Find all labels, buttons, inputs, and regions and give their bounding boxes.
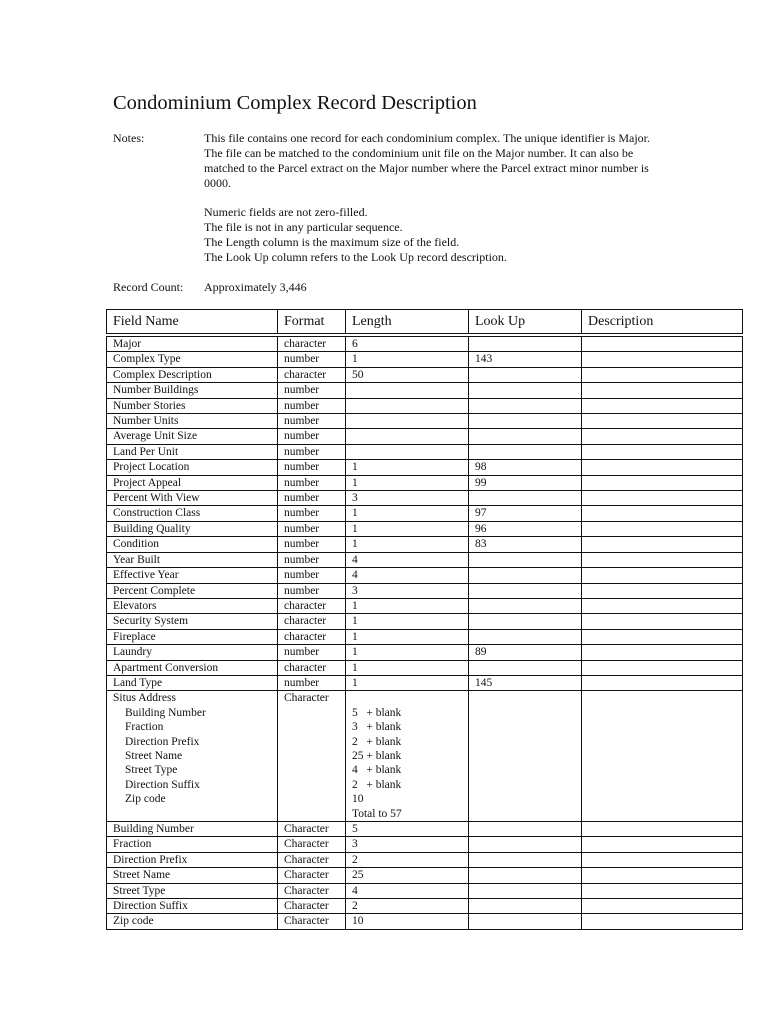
cell-look-up (469, 914, 582, 929)
record-count-label: Record Count: (113, 280, 184, 294)
cell-description (582, 914, 743, 929)
cell-format: Character (278, 883, 346, 898)
cell-length: 1 (346, 506, 469, 521)
table-row (107, 629, 743, 644)
cell-look-up (469, 444, 582, 459)
situs-length: 25 + blank (352, 749, 402, 762)
cell-length: 4 (346, 883, 469, 898)
cell-description (582, 444, 743, 459)
cell-format: number (278, 583, 346, 598)
cell-description (582, 822, 743, 837)
cell-format: number (278, 460, 346, 475)
cell-length: 25 (346, 868, 469, 883)
cell-look-up: 145 (469, 675, 582, 690)
cell-length: 4 (346, 552, 469, 567)
cell-field-name: Construction Class (107, 506, 278, 521)
cell-description (582, 675, 743, 690)
situs-subfield: Direction Suffix (125, 778, 200, 791)
cell-look-up: 96 (469, 521, 582, 536)
table-row (107, 460, 743, 475)
cell-description (582, 383, 743, 398)
cell-length: 2 (346, 899, 469, 914)
situs-address-label: Situs Address (113, 692, 176, 705)
cell-field-name: Percent Complete (107, 583, 278, 598)
cell-field-name: Complex Type (107, 352, 278, 367)
cell-look-up (469, 335, 582, 352)
cell-field-name: Laundry (107, 645, 278, 660)
cell-description (582, 645, 743, 660)
notes-line: The Length column is the maximum size of the field. (204, 235, 460, 249)
table-row (107, 537, 743, 552)
cell-description (582, 852, 743, 867)
cell-format: number (278, 491, 346, 506)
notes-line: Numeric fields are not zero-filled. (204, 205, 368, 219)
cell-field-name: Project Location (107, 460, 278, 475)
cell-format: number (278, 475, 346, 490)
cell-format: number (278, 414, 346, 429)
cell-format: Character (278, 899, 346, 914)
cell-length: 3 (346, 837, 469, 852)
cell-format: number (278, 675, 346, 690)
cell-description (582, 537, 743, 552)
cell-look-up (469, 367, 582, 382)
page-title: Condominium Complex Record Description (113, 92, 477, 114)
situs-subfield: Building Number (125, 706, 206, 719)
cell-format: character (278, 367, 346, 382)
cell-length: 1 (346, 598, 469, 613)
cell-look-up: 89 (469, 645, 582, 660)
cell-format: character (278, 598, 346, 613)
table-row (107, 883, 743, 898)
cell-format: character (278, 335, 346, 352)
cell-format: character (278, 629, 346, 644)
cell-length: 3 (346, 583, 469, 598)
cell-format: character (278, 614, 346, 629)
table-row-situs-address (107, 691, 743, 822)
situs-length: 4 + blank (352, 764, 402, 777)
cell-description (582, 475, 743, 490)
table-row (107, 837, 743, 852)
table-row (107, 475, 743, 490)
cell-field-name: Street Name (107, 868, 278, 883)
cell-look-up: 83 (469, 537, 582, 552)
cell-look-up (469, 491, 582, 506)
table-row (107, 414, 743, 429)
cell-field-name: Security System (107, 614, 278, 629)
cell-format: number (278, 429, 346, 444)
cell-field-name: Average Unit Size (107, 429, 278, 444)
cell-field-name: Street Type (107, 883, 278, 898)
notes-block (204, 131, 654, 265)
cell-length: 1 (346, 537, 469, 552)
cell-description (582, 335, 743, 352)
cell-look-up (469, 598, 582, 613)
table-row (107, 899, 743, 914)
situs-subfield: Fraction (125, 721, 164, 734)
record-count-value: Approximately 3,446 (204, 280, 307, 294)
situs-subfield: Direction Prefix (125, 735, 200, 748)
cell-length: 6 (346, 335, 469, 352)
cell-description (582, 883, 743, 898)
cell-length: 1 (346, 660, 469, 675)
cell-description (582, 367, 743, 382)
table-row (107, 598, 743, 613)
cell-look-up: 143 (469, 352, 582, 367)
cell-description (582, 552, 743, 567)
cell-look-up (469, 429, 582, 444)
table-row (107, 521, 743, 536)
cell-description (582, 460, 743, 475)
header-length: Length (346, 310, 469, 336)
cell-field-name: Direction Prefix (107, 852, 278, 867)
cell-field-name: Number Stories (107, 398, 278, 413)
cell-look-up (469, 660, 582, 675)
cell-description (582, 414, 743, 429)
cell-length: 1 (346, 460, 469, 475)
cell-field-name: Major (107, 335, 278, 352)
cell-format: number (278, 398, 346, 413)
cell-look-up (469, 398, 582, 413)
cell-length: 50 (346, 367, 469, 382)
cell-format: number (278, 645, 346, 660)
cell-field-name: Land Per Unit (107, 444, 278, 459)
cell-description (582, 429, 743, 444)
cell-format: Character (278, 852, 346, 867)
cell-description (582, 660, 743, 675)
cell-field-name: Project Appeal (107, 475, 278, 490)
cell-length: 1 (346, 645, 469, 660)
cell-look-up: 98 (469, 460, 582, 475)
situs-subfield: Zip code (125, 793, 166, 806)
cell-field-name: Building Quality (107, 521, 278, 536)
table-row (107, 675, 743, 690)
header-look-up: Look Up (469, 310, 582, 336)
table-row (107, 583, 743, 598)
cell-field-name: Fireplace (107, 629, 278, 644)
situs-length: 10 (352, 793, 364, 806)
cell-field-name (107, 691, 278, 822)
cell-look-up (469, 691, 582, 822)
table-header-row (107, 310, 743, 336)
situs-length: 2 + blank (352, 735, 402, 748)
cell-length: 1 (346, 675, 469, 690)
cell-field-name: Condition (107, 537, 278, 552)
cell-length (346, 383, 469, 398)
table-row (107, 614, 743, 629)
table-row (107, 383, 743, 398)
cell-length: 1 (346, 352, 469, 367)
cell-field-name: Effective Year (107, 568, 278, 583)
cell-description (582, 899, 743, 914)
cell-length (346, 398, 469, 413)
cell-description (582, 568, 743, 583)
cell-look-up (469, 614, 582, 629)
cell-description (582, 629, 743, 644)
header-format: Format (278, 310, 346, 336)
cell-length (346, 691, 469, 822)
cell-look-up (469, 583, 582, 598)
cell-description (582, 352, 743, 367)
situs-total: Total to 57 (352, 807, 402, 820)
cell-description (582, 691, 743, 822)
cell-description (582, 506, 743, 521)
cell-field-name: Zip code (107, 914, 278, 929)
notes-line: The file is not in any particular sequence. (204, 220, 403, 234)
cell-length: 1 (346, 629, 469, 644)
cell-length (346, 429, 469, 444)
table-row (107, 852, 743, 867)
notes-paragraph: This file contains one record for each condominium complex. The unique identifier is Major. The file can be matched to the condominium unit file on the Major number. It can also be matched to the Parcel extract on the Major number where the Parcel extract minor number is 0000. (204, 131, 650, 190)
cell-field-name: Land Type (107, 675, 278, 690)
cell-description (582, 837, 743, 852)
cell-field-name: Direction Suffix (107, 899, 278, 914)
cell-field-name: Year Built (107, 552, 278, 567)
table-row (107, 552, 743, 567)
cell-look-up (469, 868, 582, 883)
cell-look-up: 99 (469, 475, 582, 490)
cell-look-up (469, 568, 582, 583)
cell-format: number (278, 552, 346, 567)
cell-length: 10 (346, 914, 469, 929)
cell-field-name: Number Units (107, 414, 278, 429)
cell-format: character (278, 660, 346, 675)
header-field-name: Field Name (107, 310, 278, 336)
cell-description (582, 491, 743, 506)
table-row (107, 660, 743, 675)
cell-field-name: Building Number (107, 822, 278, 837)
notes-list (204, 205, 654, 265)
cell-length: 1 (346, 614, 469, 629)
table-row (107, 645, 743, 660)
cell-description (582, 868, 743, 883)
situs-length: 2 + blank (352, 778, 402, 791)
situs-length: 3 + blank (352, 721, 402, 734)
cell-description (582, 614, 743, 629)
cell-field-name: Apartment Conversion (107, 660, 278, 675)
table-row (107, 335, 743, 352)
cell-field-name: Percent With View (107, 491, 278, 506)
table-row (107, 822, 743, 837)
cell-description (582, 398, 743, 413)
situs-subfield: Street Name (125, 749, 183, 762)
cell-length (346, 414, 469, 429)
notes-line: The Look Up column refers to the Look Up record description. (204, 250, 507, 264)
cell-length (346, 444, 469, 459)
situs-subfield: Street Type (125, 764, 178, 777)
cell-format: number (278, 444, 346, 459)
cell-look-up (469, 822, 582, 837)
cell-format: number (278, 506, 346, 521)
cell-look-up (469, 837, 582, 852)
cell-description (582, 521, 743, 536)
cell-look-up (469, 883, 582, 898)
cell-look-up (469, 414, 582, 429)
table-row (107, 568, 743, 583)
record-table (106, 309, 743, 930)
situs-length: 5 + blank (352, 706, 402, 719)
cell-look-up (469, 383, 582, 398)
cell-look-up (469, 629, 582, 644)
table-row (107, 914, 743, 929)
cell-length: 2 (346, 852, 469, 867)
cell-length: 5 (346, 822, 469, 837)
notes-label: Notes: (113, 131, 145, 145)
cell-format: number (278, 568, 346, 583)
cell-format: Character (278, 822, 346, 837)
cell-field-name: Complex Description (107, 367, 278, 382)
cell-format: number (278, 352, 346, 367)
cell-description (582, 598, 743, 613)
cell-format: number (278, 383, 346, 398)
table-row (107, 444, 743, 459)
table-row (107, 367, 743, 382)
cell-length: 1 (346, 475, 469, 490)
cell-format: Character (278, 837, 346, 852)
cell-look-up (469, 899, 582, 914)
table-body (107, 335, 743, 929)
cell-field-name: Number Buildings (107, 383, 278, 398)
cell-length: 1 (346, 521, 469, 536)
cell-look-up: 97 (469, 506, 582, 521)
header-description: Description (582, 310, 743, 336)
table-row (107, 868, 743, 883)
cell-format: Character (278, 868, 346, 883)
cell-length: 4 (346, 568, 469, 583)
cell-format: number (278, 521, 346, 536)
cell-format: number (278, 537, 346, 552)
cell-look-up (469, 552, 582, 567)
cell-field-name: Elevators (107, 598, 278, 613)
table-row (107, 352, 743, 367)
table-row (107, 429, 743, 444)
cell-length: 3 (346, 491, 469, 506)
spacer (352, 691, 462, 705)
cell-field-name: Fraction (107, 837, 278, 852)
table-row (107, 398, 743, 413)
table-row (107, 491, 743, 506)
cell-format: Character (278, 914, 346, 929)
cell-look-up (469, 852, 582, 867)
table-row (107, 506, 743, 521)
cell-description (582, 583, 743, 598)
cell-format: Character (278, 691, 346, 822)
